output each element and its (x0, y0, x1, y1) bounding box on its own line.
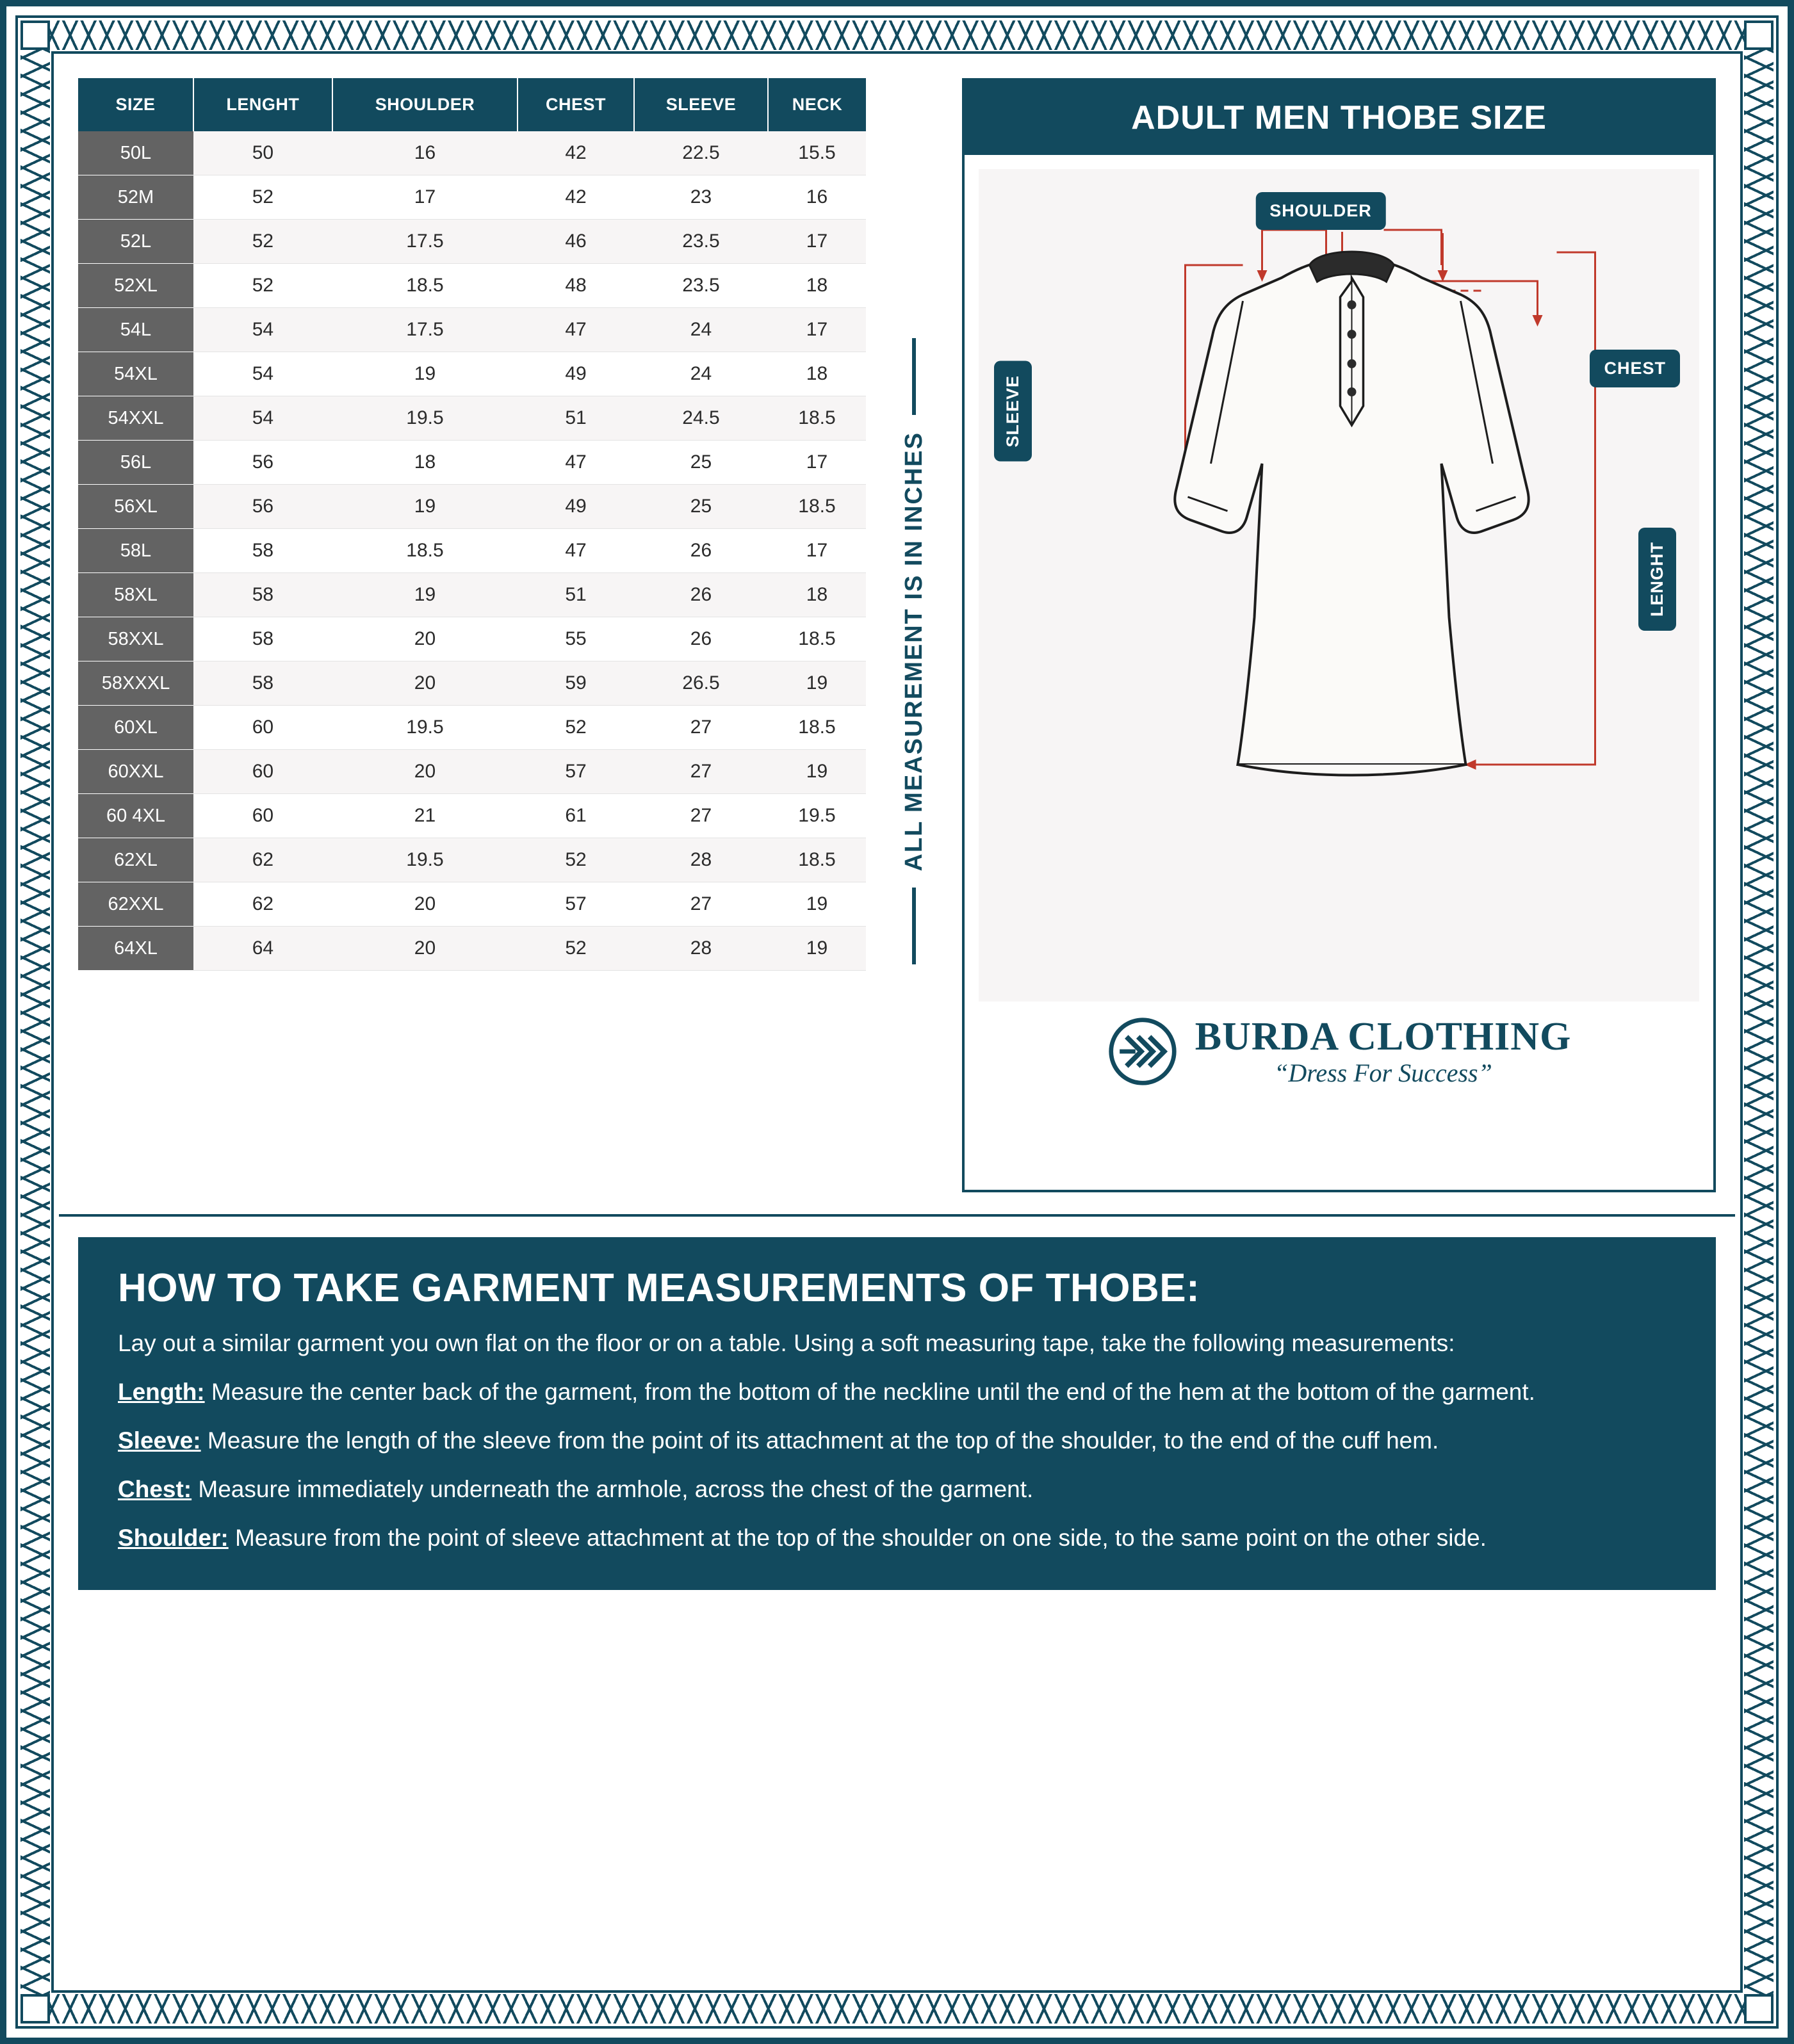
cell-neck: 17 (768, 529, 866, 573)
cell-size: 58XL (78, 573, 193, 617)
top-row (59, 59, 1735, 1192)
cell-neck: 17 (768, 441, 866, 485)
table-row (78, 352, 866, 396)
cell-chest: 55 (518, 617, 634, 661)
label-shoulder: SHOULDER (1255, 192, 1386, 230)
cell-sleeve: 25 (634, 441, 768, 485)
howto-item-shoulder (118, 1522, 1676, 1554)
cell-neck: 19 (768, 882, 866, 927)
cell-lenght: 58 (193, 617, 332, 661)
cell-shoulder: 19 (332, 573, 518, 617)
table-row (78, 175, 866, 220)
column-header-neck: NECK (768, 78, 866, 131)
cell-sleeve: 23.5 (634, 220, 768, 264)
cell-size: 56L (78, 441, 193, 485)
cell-size: 60XXL (78, 750, 193, 794)
cell-size: 54XXL (78, 396, 193, 441)
panel-title: ADULT MEN THOBE SIZE (965, 81, 1713, 155)
cell-shoulder: 16 (332, 131, 518, 175)
cell-neck: 18.5 (768, 706, 866, 750)
cell-size: 52L (78, 220, 193, 264)
howto-title: HOW TO TAKE GARMENT MEASUREMENTS OF THOBE: (118, 1266, 1200, 1310)
cell-neck: 19 (768, 661, 866, 706)
cell-chest: 57 (518, 750, 634, 794)
cell-size: 58XXXL (78, 661, 193, 706)
cell-shoulder: 20 (332, 927, 518, 971)
table-row (78, 441, 866, 485)
table-row (78, 485, 866, 529)
brand-name: BURDA CLOTHING (1195, 1015, 1572, 1058)
cell-neck: 19 (768, 927, 866, 971)
howto-item-chest (118, 1473, 1676, 1505)
column-header-lenght: LENGHT (193, 78, 332, 131)
measurement-units-note (866, 78, 962, 1167)
cell-chest: 49 (518, 485, 634, 529)
cell-sleeve: 23 (634, 175, 768, 220)
cell-sleeve: 27 (634, 706, 768, 750)
rope-band-top (20, 20, 1774, 50)
cell-shoulder: 20 (332, 750, 518, 794)
cell-shoulder: 17 (332, 175, 518, 220)
cell-lenght: 52 (193, 175, 332, 220)
cell-size: 56XL (78, 485, 193, 529)
cell-sleeve: 24 (634, 308, 768, 352)
cell-sleeve: 26 (634, 573, 768, 617)
brand-block (965, 1016, 1713, 1109)
cell-size: 50L (78, 131, 193, 175)
cell-size: 60 4XL (78, 794, 193, 838)
table-row (78, 661, 866, 706)
cell-neck: 18.5 (768, 838, 866, 882)
table-row (78, 529, 866, 573)
table-row (78, 794, 866, 838)
cell-chest: 47 (518, 308, 634, 352)
section-divider (59, 1214, 1735, 1217)
cell-sleeve: 27 (634, 750, 768, 794)
cell-sleeve: 22.5 (634, 131, 768, 175)
cell-chest: 47 (518, 529, 634, 573)
cell-sleeve: 23.5 (634, 264, 768, 308)
cell-chest: 46 (518, 220, 634, 264)
table-row (78, 264, 866, 308)
cell-chest: 52 (518, 838, 634, 882)
rope-band-bottom (20, 1994, 1774, 2024)
cell-lenght: 62 (193, 882, 332, 927)
cell-sleeve: 25 (634, 485, 768, 529)
note-bar-top (912, 338, 916, 415)
brand-text (1195, 1017, 1572, 1086)
howto-label-sleeve: Sleeve: (118, 1427, 201, 1454)
cell-chest: 59 (518, 661, 634, 706)
rope-band-left (20, 20, 50, 2024)
howto-intro: Lay out a similar garment you own flat on the floor or on a table. Using a soft measuring tape, take the following measurements: (118, 1330, 1455, 1356)
brand-tagline: “Dress For Success” (1274, 1058, 1492, 1087)
column-header-sleeve: SLEEVE (634, 78, 768, 131)
cell-sleeve: 27 (634, 794, 768, 838)
howto-label-shoulder: Shoulder: (118, 1524, 229, 1551)
label-chest: CHEST (1590, 350, 1680, 387)
cell-lenght: 60 (193, 794, 332, 838)
cell-shoulder: 18.5 (332, 529, 518, 573)
cell-size: 52M (78, 175, 193, 220)
cell-chest: 48 (518, 264, 634, 308)
size-table-container (78, 78, 866, 971)
cell-size: 60XL (78, 706, 193, 750)
cell-chest: 51 (518, 573, 634, 617)
cell-shoulder: 18.5 (332, 264, 518, 308)
cell-chest: 52 (518, 706, 634, 750)
howto-text-chest: Measure immediately underneath the armhole, across the chest of the garment. (192, 1475, 1034, 1502)
size-table-body (78, 131, 866, 971)
cell-sleeve: 26.5 (634, 661, 768, 706)
cell-neck: 18.5 (768, 396, 866, 441)
cell-shoulder: 20 (332, 882, 518, 927)
cell-size: 62XL (78, 838, 193, 882)
cell-sleeve: 27 (634, 882, 768, 927)
cell-chest: 47 (518, 441, 634, 485)
rope-corner-bottom-left (20, 1994, 50, 2024)
note-bar-bottom (912, 888, 916, 964)
table-row (78, 838, 866, 882)
rope-corner-top-left (20, 20, 50, 50)
cell-lenght: 54 (193, 396, 332, 441)
cell-shoulder: 17.5 (332, 308, 518, 352)
cell-chest: 51 (518, 396, 634, 441)
howto-item-sleeve (118, 1425, 1676, 1457)
cell-neck: 18 (768, 352, 866, 396)
cell-lenght: 58 (193, 529, 332, 573)
note-text: ALL MEASUREMENT IS IN INCHES (900, 431, 927, 872)
cell-sleeve: 26 (634, 617, 768, 661)
cell-lenght: 52 (193, 264, 332, 308)
table-header-row (78, 78, 866, 131)
howto-text-sleeve: Measure the length of the sleeve from the point of its attachment at the top of the shoulder, to the end of the cuff hem. (200, 1427, 1439, 1454)
cell-size: 64XL (78, 927, 193, 971)
cell-lenght: 56 (193, 441, 332, 485)
cell-size: 58XXL (78, 617, 193, 661)
cell-lenght: 58 (193, 573, 332, 617)
cell-lenght: 56 (193, 485, 332, 529)
rope-band-right (1744, 20, 1774, 2024)
table-row (78, 308, 866, 352)
cell-neck: 19 (768, 750, 866, 794)
cell-shoulder: 19.5 (332, 838, 518, 882)
cell-neck: 18 (768, 573, 866, 617)
cell-chest: 42 (518, 175, 634, 220)
howto-item-length (118, 1376, 1676, 1408)
label-sleeve: SLEEVE (994, 361, 1032, 462)
cell-sleeve: 28 (634, 927, 768, 971)
cell-neck: 17 (768, 308, 866, 352)
table-row (78, 396, 866, 441)
table-row (78, 617, 866, 661)
cell-shoulder: 19.5 (332, 396, 518, 441)
cell-lenght: 50 (193, 131, 332, 175)
burda-logo-icon (1107, 1016, 1178, 1087)
cell-chest: 57 (518, 882, 634, 927)
cell-size: 54XL (78, 352, 193, 396)
table-row (78, 706, 866, 750)
cell-lenght: 60 (193, 706, 332, 750)
table-row (78, 882, 866, 927)
thobe-diagram-panel (962, 78, 1716, 1192)
cell-shoulder: 19 (332, 485, 518, 529)
howto-text-shoulder: Measure from the point of sleeve attachment at the top of the shoulder on one side, to the same point on the other side. (228, 1524, 1487, 1551)
cell-lenght: 54 (193, 308, 332, 352)
cell-neck: 18.5 (768, 617, 866, 661)
cell-neck: 16 (768, 175, 866, 220)
rope-corner-top-right (1744, 20, 1774, 50)
size-table (78, 78, 866, 971)
cell-shoulder: 20 (332, 617, 518, 661)
cell-shoulder: 21 (332, 794, 518, 838)
column-header-chest: CHEST (518, 78, 634, 131)
table-row (78, 220, 866, 264)
cell-lenght: 54 (193, 352, 332, 396)
column-header-shoulder: SHOULDER (332, 78, 518, 131)
cell-neck: 15.5 (768, 131, 866, 175)
cell-size: 62XXL (78, 882, 193, 927)
cell-sleeve: 24.5 (634, 396, 768, 441)
label-lenght: LENGHT (1638, 528, 1676, 631)
cell-neck: 18 (768, 264, 866, 308)
cell-shoulder: 20 (332, 661, 518, 706)
cell-shoulder: 18 (332, 441, 518, 485)
cell-size: 54L (78, 308, 193, 352)
howto-label-chest: Chest: (118, 1475, 192, 1502)
cell-lenght: 60 (193, 750, 332, 794)
table-row (78, 927, 866, 971)
cell-chest: 61 (518, 794, 634, 838)
thobe-illustration (979, 169, 1699, 1002)
cell-sleeve: 26 (634, 529, 768, 573)
table-row (78, 750, 866, 794)
cell-shoulder: 19 (332, 352, 518, 396)
cell-lenght: 52 (193, 220, 332, 264)
cell-lenght: 64 (193, 927, 332, 971)
column-header-size: SIZE (78, 78, 193, 131)
thobe-drawing-svg (979, 169, 1699, 1002)
cell-sleeve: 24 (634, 352, 768, 396)
table-row (78, 573, 866, 617)
cell-neck: 17 (768, 220, 866, 264)
cell-lenght: 58 (193, 661, 332, 706)
cell-size: 52XL (78, 264, 193, 308)
cell-neck: 19.5 (768, 794, 866, 838)
rope-corner-bottom-right (1744, 1994, 1774, 2024)
table-row (78, 131, 866, 175)
cell-lenght: 62 (193, 838, 332, 882)
cell-sleeve: 28 (634, 838, 768, 882)
cell-chest: 49 (518, 352, 634, 396)
howto-text-length: Measure the center back of the garment, from the bottom of the neckline until the end of the hem at the bottom of the garment. (204, 1378, 1535, 1405)
cell-shoulder: 19.5 (332, 706, 518, 750)
cell-size: 58L (78, 529, 193, 573)
howto-label-length: Length: (118, 1378, 205, 1405)
cell-shoulder: 17.5 (332, 220, 518, 264)
cell-chest: 52 (518, 927, 634, 971)
content-area (59, 59, 1735, 1985)
cell-neck: 18.5 (768, 485, 866, 529)
cell-chest: 42 (518, 131, 634, 175)
howto-section (78, 1237, 1716, 1590)
